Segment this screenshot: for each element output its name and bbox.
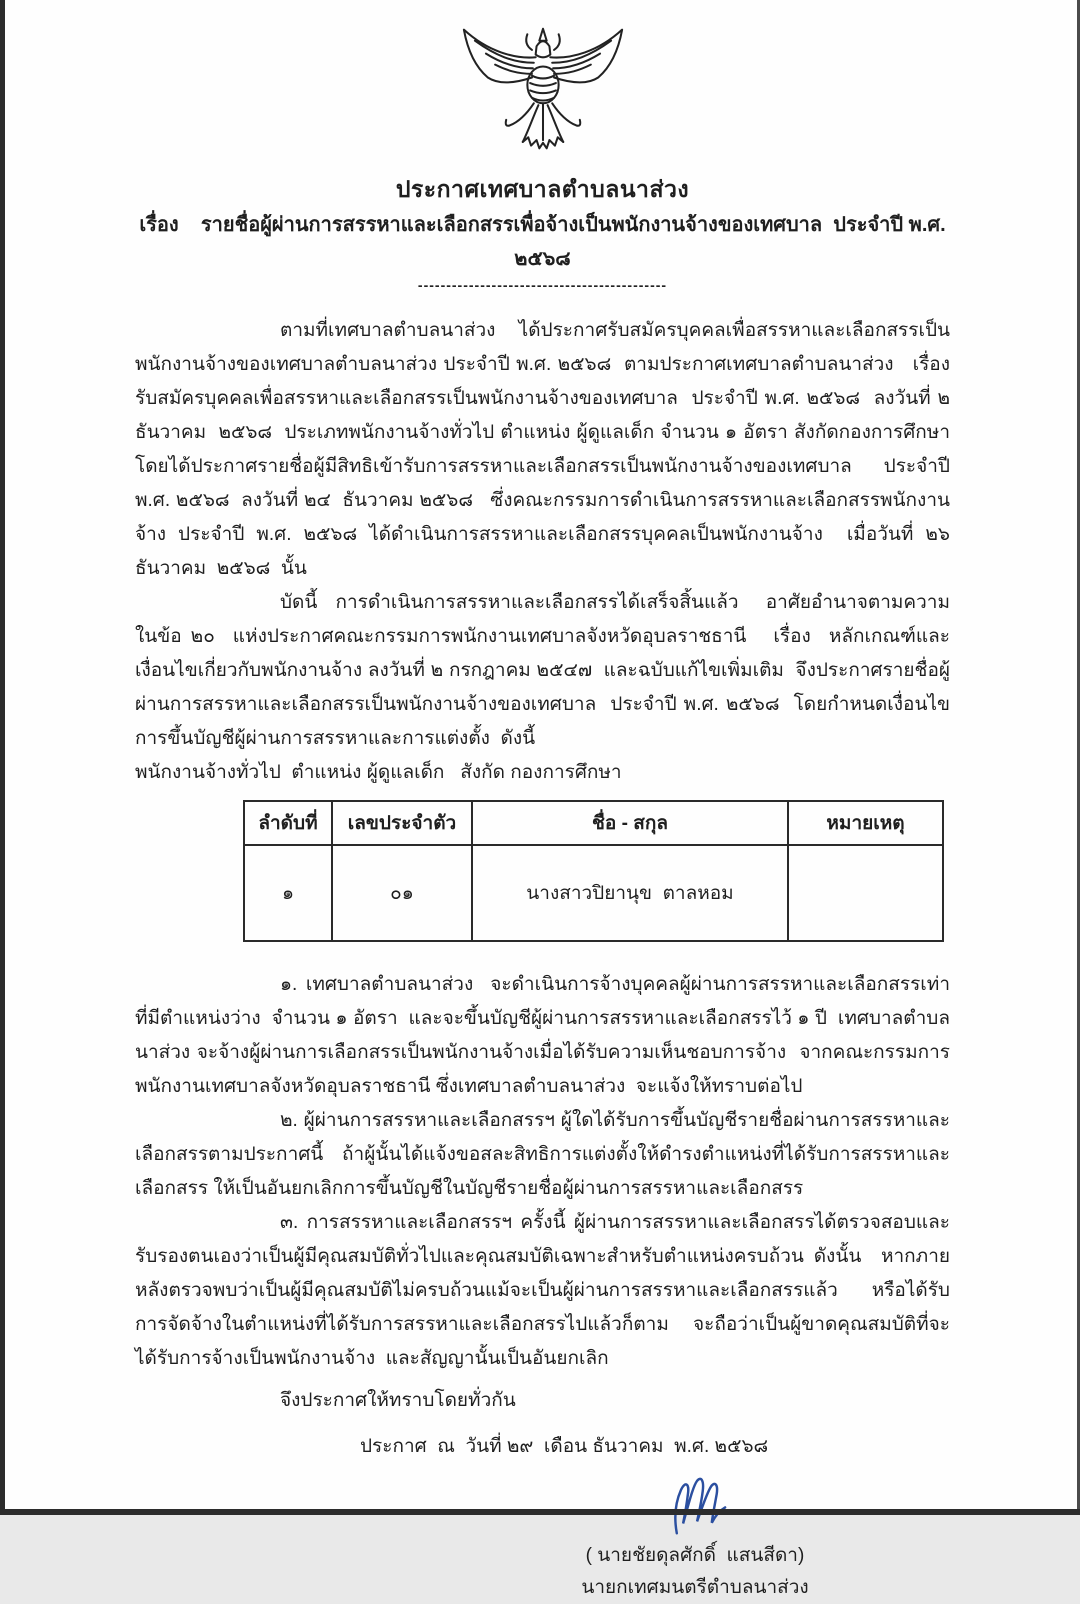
- condition-item-2: ๒. ผู้ผ่านการสรรหาและเลือกสรรฯ ผู้ใดได้รับการขึ้นบัญชีรายชื่อผ่านการสรรหาและเลือกสรรตามประกาศนี้ ถ้าผู้นั้นได้แจ้งขอสละสิทธิการแต่งตั้งให้ดำรงตำแหน่งที่ได้รับการสรรหาและเลือกสรร ให้เป็นอันยกเลิกการขึ้นบัญชีในบัญชีรายชื่อผู้ผ่านการสรรหาและเลือกสรร: [135, 1110, 950, 1199]
- header-note: หมายเหตุ: [788, 801, 943, 845]
- handwritten-signature: [515, 1474, 875, 1540]
- table-header-row: [244, 801, 943, 845]
- header-order: ลำดับที่: [244, 801, 332, 845]
- signature-block: [515, 1474, 875, 1604]
- paragraph-intro: ตามที่เทศบาลตำบลนาส่วง ได้ประกาศรับสมัครบุคคลเพื่อสรรหาและเลือกสรรเป็นพนักงานจ้างของเทศบาลตำบลนาส่วง ประจำปี พ.ศ. ๒๕๖๘ ตามประกาศเทศบาลตำบลนาส่วง เรื่อง รับสมัครบุคคลเพื่อสรรหาและเลือกสรรเป็นพนักงานจ้างของเทศบาล ประจำปี พ.ศ. ๒๕๖๘ ลงวันที่ ๒ ธันวาคม ๒๕๖๘ ประเภทพนักงานจ้างทั่วไป ตำแหน่ง ผู้ดูแลเด็ก จำนวน ๑ อัตรา สังกัดกองการศึกษา โดยได้ประกาศรายชื่อผู้มีสิทธิเข้ารับการสรรหาและเลือกสรรเป็นพนักงานจ้างของเทศบาล ประจำปี พ.ศ. ๒๕๖๘ ลงวันที่ ๒๔ ธันวาคม ๒๕๖๘ ซึ่งคณะกรรมการดำเนินการสรรหาและเลือกสรรพนักงานจ้าง ประจำปี พ.ศ. ๒๕๖๘ ได้ดำเนินการสรรหาและเลือกสรรบุคคลเป็นพนักงานจ้าง เมื่อวันที่ ๒๖ ธันวาคม ๒๕๖๘ นั้น: [135, 320, 966, 579]
- result-table: [243, 800, 944, 942]
- table-row: [244, 845, 943, 941]
- condition-item-3: ๓. การสรรหาและเลือกสรรฯ ครั้งนี้ ผู้ผ่านการสรรหาและเลือกสรรได้ตรวจสอบและรับรองตนเองว่าเป็นผู้มีคุณสมบัติทั่วไปและคุณสมบัติเฉพาะสำหรับตำแหน่งครบถ้วน ดังนั้น หากภายหลังตรวจพบว่าเป็นผู้มีคุณสมบัติไม่ครบถ้วนแม้จะเป็นผู้ผ่านการสรรหาและเลือกสรรแล้ว หรือได้รับการจัดจ้างในตำแหน่งที่ได้รับการสรรหาและเลือกสรรไปแล้วก็ตาม จะถือว่าเป็นผู้ขาดคุณสมบัติที่จะได้รับการจ้างเป็นพนักงานจ้าง และสัญญานั้นเป็นอันยกเลิก: [135, 1212, 950, 1369]
- paragraph-authority: บัดนี้ การดำเนินการสรรหาและเลือกสรรได้เสร็จสิ้นแล้ว อาศัยอำนาจตามความในข้อ ๒๐ แห่งประกาศคณะกรรมการพนักงานเทศบาลจังหวัดอุบลราชธานี เรื่อง หลักเกณฑ์และเงื่อนไขเกี่ยวกับพนักงานจ้าง ลงวันที่ ๒ กรกฎาคม ๒๕๔๗ และฉบับแก้ไขเพิ่มเติม จึงประกาศรายชื่อผู้ผ่านการสรรหาและเลือกสรรเป็นพนักงานจ้างของเทศบาล ประจำปี พ.ศ. ๒๕๖๘ โดยกำหนดเงื่อนไขการขึ้นบัญชีผู้ผ่านการสรรหาและการแต่งตั้ง ดังนี้: [135, 592, 950, 749]
- page-title: ประกาศเทศบาลตำบลนาส่วง: [395, 176, 690, 202]
- announcement-date: ประกาศ ณ วันที่ ๒๙ เดือน ธันวาคม พ.ศ. ๒๕๖๘: [360, 1436, 769, 1457]
- scan-edge-bottom: [0, 1509, 1080, 1515]
- header-id: เลขประจำตัว: [332, 801, 472, 845]
- cell-order: ๑: [244, 845, 332, 941]
- cell-name: นางสาวปิยานุข ตาลหอม: [472, 845, 788, 941]
- dashed-separator: --------------------------------------------: [417, 277, 668, 293]
- cell-note: [788, 845, 943, 941]
- signer-name: ( นายชัยดุลศักดิ์ แสนสีดา): [585, 1545, 805, 1566]
- cell-id: ๐๑: [332, 845, 472, 941]
- header-name: ชื่อ - สกุล: [472, 801, 788, 845]
- position-line: พนักงานจ้างทั่วไป ตำแหน่ง ผู้ดูแลเด็ก สังกัด กองการศึกษา: [135, 762, 622, 783]
- document-body: [135, 314, 966, 790]
- closing-announcement: จึงประกาศให้ทราบโดยทั่วกัน: [280, 1390, 516, 1411]
- subject-line: เรื่อง รายชื่อผู้ผ่านการสรรหาและเลือกสรรเพื่อจ้างเป็นพนักงานจ้างของเทศบาล ประจำปี พ.ศ. ๒๕๖๘: [139, 214, 952, 270]
- scan-edge-left: [0, 0, 5, 1515]
- garuda-emblem: [135, 26, 950, 166]
- signer-title: นายกเทศมนตรีตำบลนาส่วง: [581, 1577, 809, 1598]
- conditions-section: [135, 968, 950, 1376]
- condition-item-1: ๑. เทศบาลตำบลนาส่วง จะดำเนินการจ้างบุคคลผู้ผ่านการสรรหาและเลือกสรรเท่าที่มีตำแหน่งว่าง จำนวน ๑ อัตรา และจะขึ้นบัญชีผู้ผ่านการสรรหาและเลือกสรรไว้ ๑ ปี เทศบาลตำบลนาส่วง จะจ้างผู้ผ่านการเลือกสรรเป็นพนักงานจ้างเมื่อได้รับความเห็นชอบการจ้าง จากคณะกรรมการพนักงานเทศบาลจังหวัดอุบลราชธานี ซึ่งเทศบาลตำบลนาส่วง จะแจ้งให้ทราบต่อไป: [135, 974, 950, 1097]
